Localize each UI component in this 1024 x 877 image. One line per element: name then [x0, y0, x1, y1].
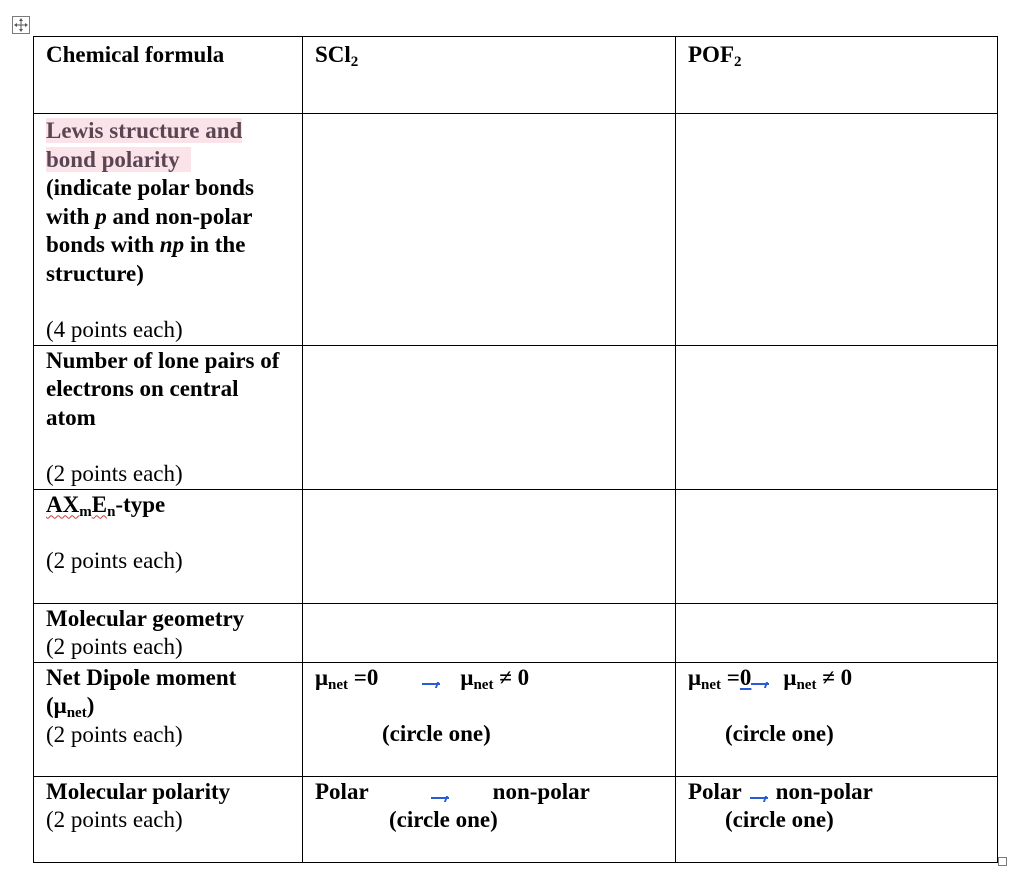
scl2-dipole-options: $\mu_{net} =0$ $\mu_{net} \ne 0$	[315, 664, 530, 693]
pof2-dipole-options: $\mu_{net} =0$ $\mu_{net} \ne 0$	[688, 664, 853, 693]
cell-pof2-lone-pairs[interactable]	[676, 345, 998, 489]
scl2-polarity-options: Polar non-polar	[315, 778, 590, 804]
pof2-polarity-options: Polar non-polar	[688, 778, 873, 804]
cell-scl2-geometry[interactable]	[303, 603, 676, 662]
table-row-lone-pairs	[34, 345, 998, 489]
table-row-axe-type	[34, 489, 998, 603]
revision-mark-icon	[750, 788, 768, 802]
cell-scl2-dipole[interactable]	[303, 662, 676, 776]
move-arrows-icon	[13, 17, 29, 33]
scl2-polarity-circle-one: (circle one)	[389, 807, 498, 832]
cell-pof2-axe-type[interactable]	[676, 489, 998, 603]
cell-axe-type-label[interactable]: $AX_mE_n$-type (2 points each)	[34, 489, 303, 603]
table-resize-handle[interactable]	[998, 857, 1007, 866]
table-move-handle[interactable]	[12, 16, 30, 34]
cell-scl2-lone-pairs[interactable]	[303, 345, 676, 489]
table-row-geometry	[34, 603, 998, 662]
cell-dipole-label[interactable]: Net Dipole moment $(\mu_{net})$ (2 points each)	[34, 662, 303, 776]
cell-scl2-polarity[interactable]	[303, 776, 676, 862]
pof2-polarity-circle-one: (circle one)	[725, 807, 834, 832]
cell-scl2-axe-type[interactable]	[303, 489, 676, 603]
worksheet-table	[33, 36, 998, 863]
cell-lewis-label[interactable]: Lewis structure and bond polarity (indicate polar bonds with p and non-polar bonds with np in the structure) (4 points each)	[34, 114, 303, 346]
highlighted-heading: Lewis structure and	[46, 118, 243, 143]
cell-pof2-polarity[interactable]	[676, 776, 998, 862]
table-row-dipole	[34, 662, 998, 776]
table-row-lewis	[34, 114, 998, 346]
cell-pof2-geometry[interactable]	[676, 603, 998, 662]
cell-scl2-lewis[interactable]	[303, 114, 676, 346]
cell-polarity-label[interactable]: Molecular polarity (2 points each)	[34, 776, 303, 862]
cell-chemical-formula-label[interactable]: Chemical formula	[34, 37, 303, 114]
pof2-circle-one: (circle one)	[725, 721, 834, 746]
revision-mark-icon	[431, 788, 449, 802]
revision-mark-icon	[751, 674, 769, 688]
cell-scl2-header[interactable]: SCl$_2$	[303, 37, 676, 114]
cell-lone-pairs-label[interactable]: Number of lone pairs of electrons on central atom (2 points each)	[34, 345, 303, 489]
spellcheck-underline: $AX_mE_n$	[46, 491, 116, 520]
table-row-polarity	[34, 776, 998, 862]
cell-pof2-header[interactable]: $POF_2$	[676, 37, 998, 114]
lewis-points: (4 points each)	[46, 317, 183, 342]
scl2-circle-one: (circle one)	[382, 721, 491, 746]
cell-pof2-dipole[interactable]	[676, 662, 998, 776]
cell-geometry-label[interactable]: Molecular geometry (2 points each)	[34, 603, 303, 662]
lewis-instructions: (indicate polar bonds with p and non-polar bonds with np in the structure)	[46, 175, 254, 286]
cell-pof2-lewis[interactable]	[676, 114, 998, 346]
revision-mark-icon	[422, 674, 440, 688]
table-row-header	[34, 37, 998, 114]
